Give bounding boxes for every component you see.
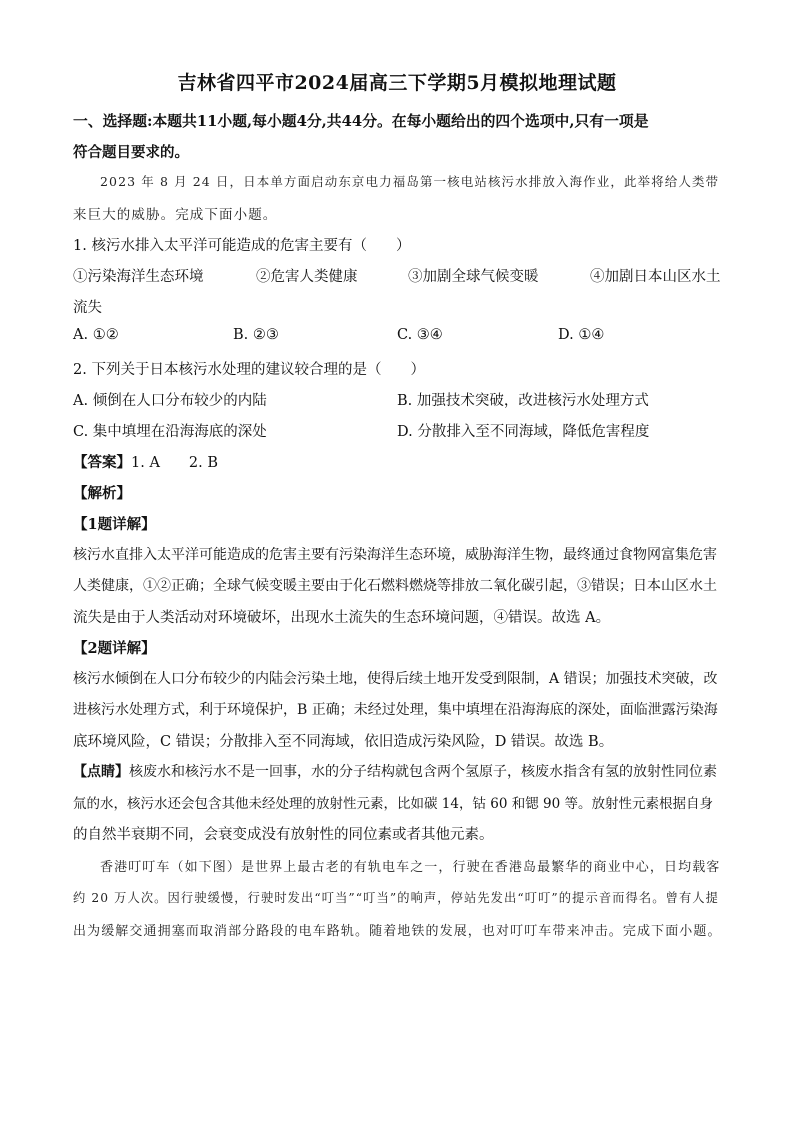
q1-option-b: B. ②③ [233,327,279,343]
q1-item-4: ④加剧日本山区水土 [590,269,721,285]
passage2-line1: 香港叮叮车（如下图）是世界上最古老的有轨电车之一，行驶在香港岛最繁华的商业中心，日均载客 [100,860,721,875]
section-heading-line1: 一、选择题:本题共11小题,每小题4分,共44分。在每小题给出的四个选项中,只有一项是 [73,113,649,130]
comment-line1 [73,761,717,781]
q1-stem: 1. 核污水排入太平洋可能造成的危害主要有（ ） [73,238,411,254]
detail2-line1: 核污水倾倒在人口分布较少的内陆会污染土地，使得后续土地开发受到限制，A 错误；加强技术突破，改 [73,671,718,687]
q1-item-cont: 流失 [73,300,102,316]
q2-stem: 2. 下列关于日本核污水处理的建议较合理的是（ ） [73,362,425,378]
answer-tag: 【答案】 [73,454,131,471]
q1-option-d: D. ①④ [558,327,605,343]
passage1-line1: 2023 年 8 月 24 日，日本单方面启动东京电力福岛第一核电站核污水排放入海作业，此举将给人类带 [100,174,720,189]
passage2-line2: 约 20 万人次。因行驶缓慢，行驶时发出“叮当”“叮当”的响声，停站先发出“叮叮”的提示音而得名。曾有人提 [73,891,719,905]
detail2-line2: 进核污水处理方式，利于环境保护，B 正确；未经过处理，集中填埋在沿海海底的深处，面临泄露污染海 [73,702,718,718]
q1-item-1: ①污染海洋生态环境 [73,269,204,285]
comment-line3: 的自然半衰期不同，会衰变成没有放射性的同位素或者其他元素。 [73,827,494,843]
section-heading-line2: 符合题目要求的。 [73,144,189,161]
passage2-line3: 出为缓解交通拥塞而取消部分路段的电车路轨。随着地铁的发展，也对叮叮车带来冲击。完成下面小题。 [73,924,722,939]
detail1-line1: 核污水直排入太平洋可能造成的危害主要有污染海洋生态环境，威胁海洋生物，最终通过食物网富集危害 [73,547,717,563]
comment-tag: 【点睛】 [73,764,129,780]
comment-line2: 氚的水，核污水还会包含其他未经处理的放射性元素，比如碳 14，钴 60 和锶 90 等。放射性元素根据自身 [73,796,713,812]
q2-option-b: B. 加强技术突破，改进核污水处理方式 [397,393,649,409]
q2-option-d: D. 分散排入至不同海域，降低危害程度 [397,424,650,440]
answer-line [73,451,218,472]
q1-option-c: C. ③④ [397,327,443,343]
q2-option-c: C. 集中填埋在沿海海底的深处 [73,424,267,440]
q1-item-3: ③加剧全球气候变暖 [408,269,539,285]
detail2-line3: 底环境风险，C 错误；分散排入至不同海域，依旧造成污染风险，D 错误。故选 B。 [73,734,614,750]
detail2-tag: 【2题详解】 [73,640,156,657]
answer-text: 1. A 2. B [131,455,219,471]
detail1-tag: 【1题详解】 [73,516,156,533]
comment-text-1: 核废水和核污水不是一回事，水的分子结构就包含两个氢原子，核废水指含有氢的放射性同位素 [129,764,717,780]
q1-option-a: A. ①② [73,327,119,343]
q1-item-2: ②危害人类健康 [256,269,358,285]
passage1-line2: 来巨大的威胁。完成下面小题。 [73,207,278,223]
q2-option-a: A. 倾倒在人口分布较少的内陆 [73,393,267,409]
analysis-tag: 【解析】 [73,485,131,502]
page-title: 吉林省四平市2024届高三下学期5月模拟地理试题 [177,72,617,94]
detail1-line2: 人类健康，①②正确；全球气候变暖主要由于化石燃料燃烧等排放二氧化碳引起，③错误；日本山区水土 [73,578,717,594]
detail1-line3: 流失是由于人类活动对环境破坏，出现水土流失的生态环境问题，④错误。故选 A。 [73,610,611,626]
